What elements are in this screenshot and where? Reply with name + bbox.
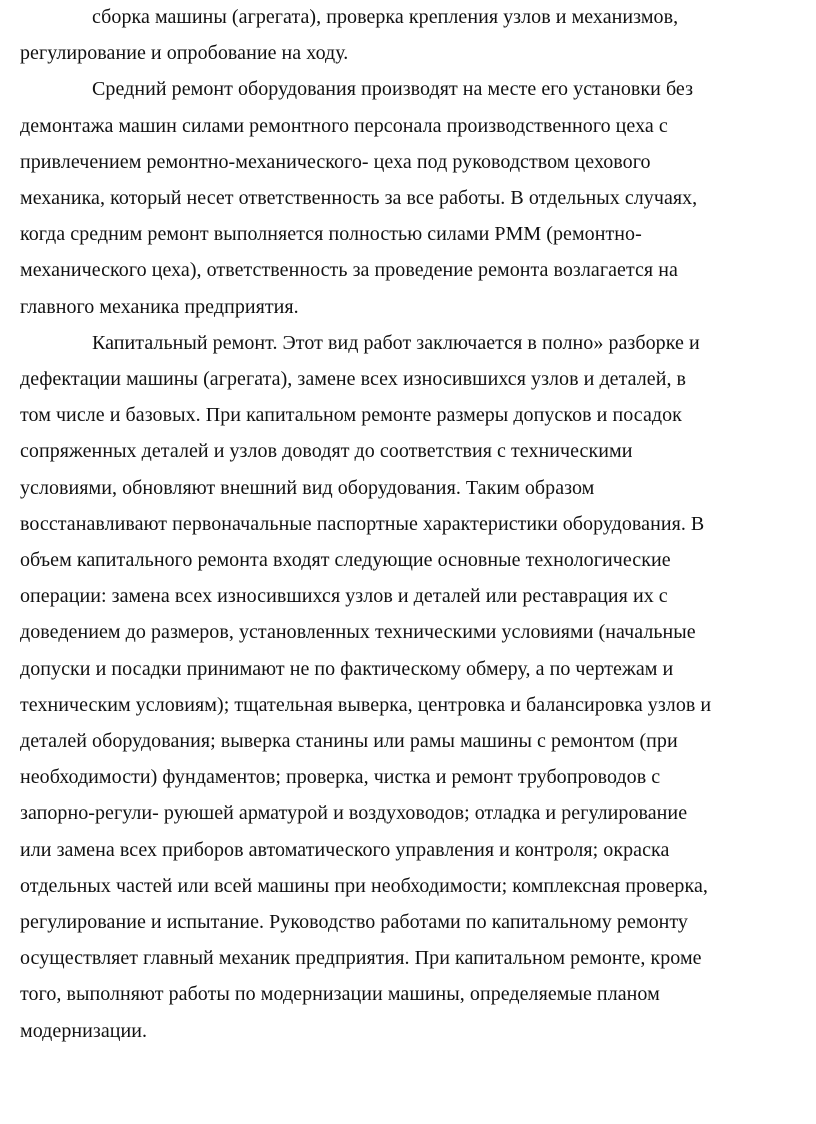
text-line: допуски и посадки принимают не по фактическому обмеру, а по чертежам и: [20, 658, 674, 680]
text-line: Капитальный ремонт. Этот вид работ заключается в полно» разборке и: [92, 332, 700, 354]
text-line: регулирование и испытание. Руководство работами по капитальному ремонту: [20, 911, 688, 933]
text-line: демонтажа машин силами ремонтного персонала производственного цеха с: [20, 115, 668, 137]
text-line: деталей оборудования; выверка станины или рамы машины с ремонтом (при: [20, 730, 678, 752]
text-line: регулирование и опробование на ходу.: [20, 42, 349, 64]
text-line: когда средним ремонт выполняется полностью силами РММ (ремонтно-: [20, 223, 642, 245]
text-line: модернизации.: [20, 1020, 148, 1042]
text-line: доведением до размеров, установленных техническими условиями (начальные: [20, 621, 696, 643]
text-line: механического цеха), ответственность за проведение ремонта возлагается на: [20, 259, 678, 281]
text-line: отдельных частей или всей машины при необходимости; комплексная проверка,: [20, 875, 708, 897]
text-line: операции: замена всех износившихся узлов и деталей или реставрация их с: [20, 585, 668, 607]
text-line: осуществляет главный механик предприятия. При капитальном ремонте, кроме: [20, 947, 702, 969]
text-line: объем капитального ремонта входят следующие основные технологические: [20, 549, 671, 571]
text-line: сборка машины (агрегата), проверка крепления узлов и механизмов,: [92, 6, 679, 28]
text-line: том числе и базовых. При капитальном ремонте размеры допусков и посадок: [20, 404, 682, 426]
text-line: техническим условиям); тщательная выверка, центровка и балансировка узлов и: [20, 694, 712, 716]
text-line: необходимости) фундаментов; проверка, чистка и ремонт трубопроводов с: [20, 766, 661, 788]
text-line: сопряженных деталей и узлов доводят до соответствия с техническими: [20, 440, 633, 462]
text-line: механика, который несет ответственность за все работы. В отдельных случаях,: [20, 187, 698, 209]
text-line: дефектации машины (агрегата), замене всех износившихся узлов и деталей, в: [20, 368, 687, 390]
text-line: запорно-регули- руюшей арматурой и воздуховодов; отладка и регулирование: [20, 802, 688, 824]
text-line: восстанавливают первоначальные паспортные характеристики оборудования. В: [20, 513, 705, 535]
text-line: привлечением ремонтно-механического- цеха под руководством цехового: [20, 151, 651, 173]
text-line: того, выполняют работы по модернизации машины, определяемые планом: [20, 983, 660, 1005]
text-line: Средний ремонт оборудования производят на месте его установки без: [92, 78, 694, 100]
text-line: или замена всех приборов автоматического управления и контроля; окраска: [20, 839, 670, 861]
text-line: главного механика предприятия.: [20, 296, 299, 318]
text-line: условиями, обновляют внешний вид оборудования. Таким образом: [20, 477, 595, 499]
